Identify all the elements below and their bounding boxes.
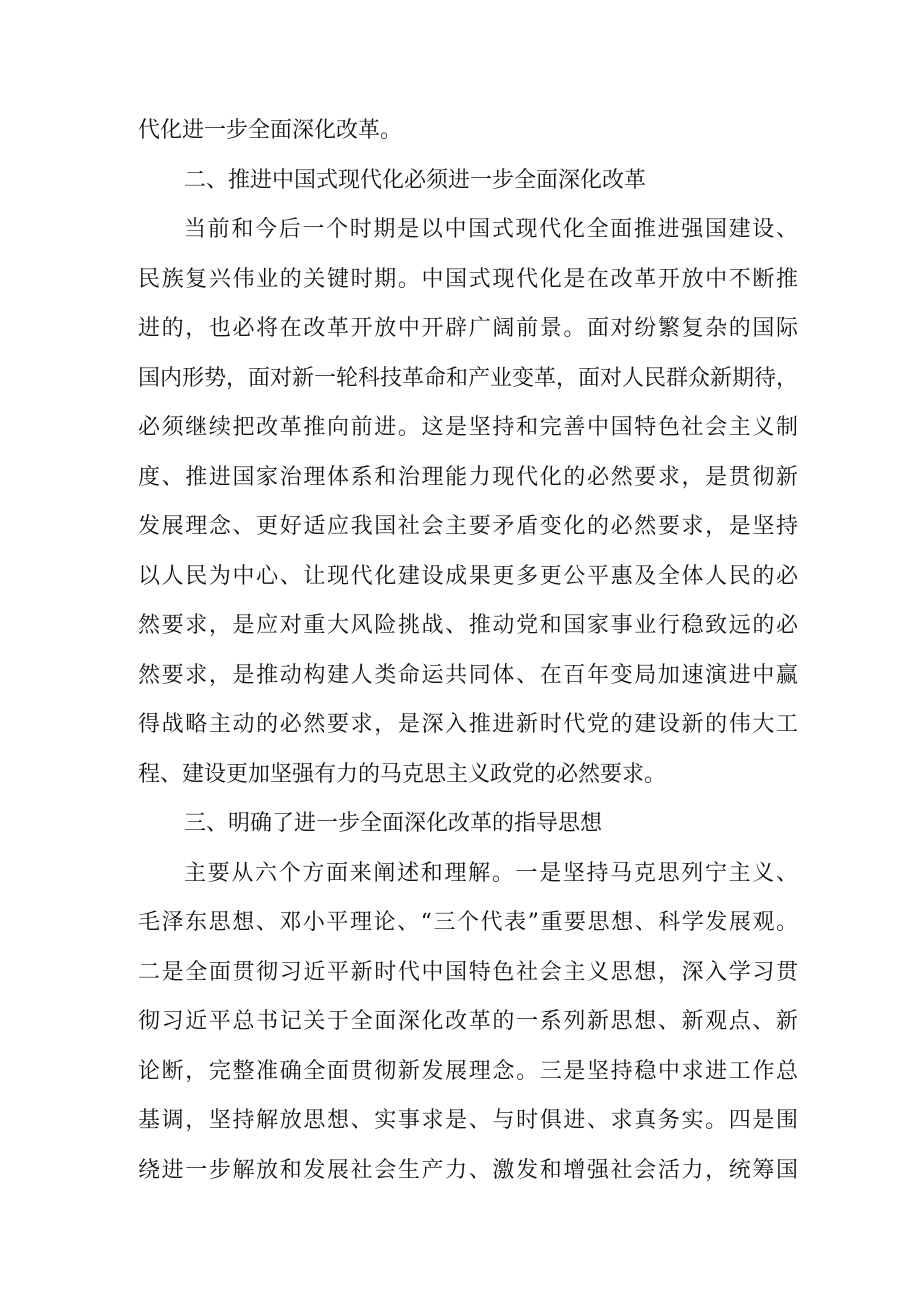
- paragraph-line: 然要求，是推动构建人类命运共同体、在百年变局加速演进中赢: [138, 662, 798, 688]
- paragraph-line: 必须继续把改革推向前进。这是坚持和完善中国特色社会主义制: [138, 415, 798, 440]
- paragraph-line: 程、建设更加坚强有力的马克思主义政党的必然要求。: [138, 761, 667, 787]
- paragraph-line: 代化进一步全面深化改革。: [138, 118, 403, 143]
- paragraph-line: 进的，也必将在改革开放中开辟广阔前景。面对纷繁复杂的国际: [138, 316, 798, 341]
- paragraph-line: 毛泽东思想、邓小平理论、“三个代表”重要思想、科学发展观。: [138, 910, 798, 935]
- paragraph-line: 二是全面贯彻习近平新时代中国特色社会主义思想，深入学习贯: [138, 959, 798, 985]
- paragraph-line: 国内形势，面对新一轮科技革命和产业变革，面对人民群众新期待，: [138, 365, 799, 391]
- section-heading: 三、明确了进一步全面深化改革的指导思想: [184, 811, 603, 836]
- paragraph-line: 主要从六个方面来阐述和理解。一是坚持马克思列宁主义、: [184, 860, 798, 886]
- paragraph-line: 然要求，是应对重大风险挑战、推动党和国家事业行稳致远的必: [138, 613, 798, 638]
- section-heading: 二、推进中国式现代化必须进一步全面深化改革: [184, 167, 647, 193]
- paragraph-line: 绕进一步解放和发展社会生产力、激发和增强社会活力，统筹国: [138, 1157, 798, 1183]
- paragraph-line: 彻习近平总书记关于全面深化改革的一系列新思想、新观点、新: [138, 1009, 798, 1034]
- document-body: [138, 106, 798, 1195]
- paragraph-line: 发展理念、更好适应我国社会主要矛盾变化的必然要求，是坚持: [138, 514, 798, 539]
- paragraph-line: 论断，完整准确全面贯彻新发展理念。三是坚持稳中求进工作总: [138, 1058, 798, 1084]
- paragraph-line: 度、推进国家治理体系和治理能力现代化的必然要求，是贯彻新: [138, 464, 798, 490]
- paragraph-line: 民族复兴伟业的关键时期。中国式现代化是在改革开放中不断推: [138, 266, 798, 292]
- paragraph-line: 基调，坚持解放思想、实事求是、与时俱进、求真务实。四是围: [138, 1108, 798, 1133]
- paragraph-line: 当前和今后一个时期是以中国式现代化全面推进强国建设、: [184, 217, 798, 242]
- paragraph-line: 得战略主动的必然要求，是深入推进新时代党的建设新的伟大工: [138, 712, 798, 737]
- paragraph-line: 以人民为中心、让现代化建设成果更多更公平惠及全体人民的必: [138, 563, 798, 589]
